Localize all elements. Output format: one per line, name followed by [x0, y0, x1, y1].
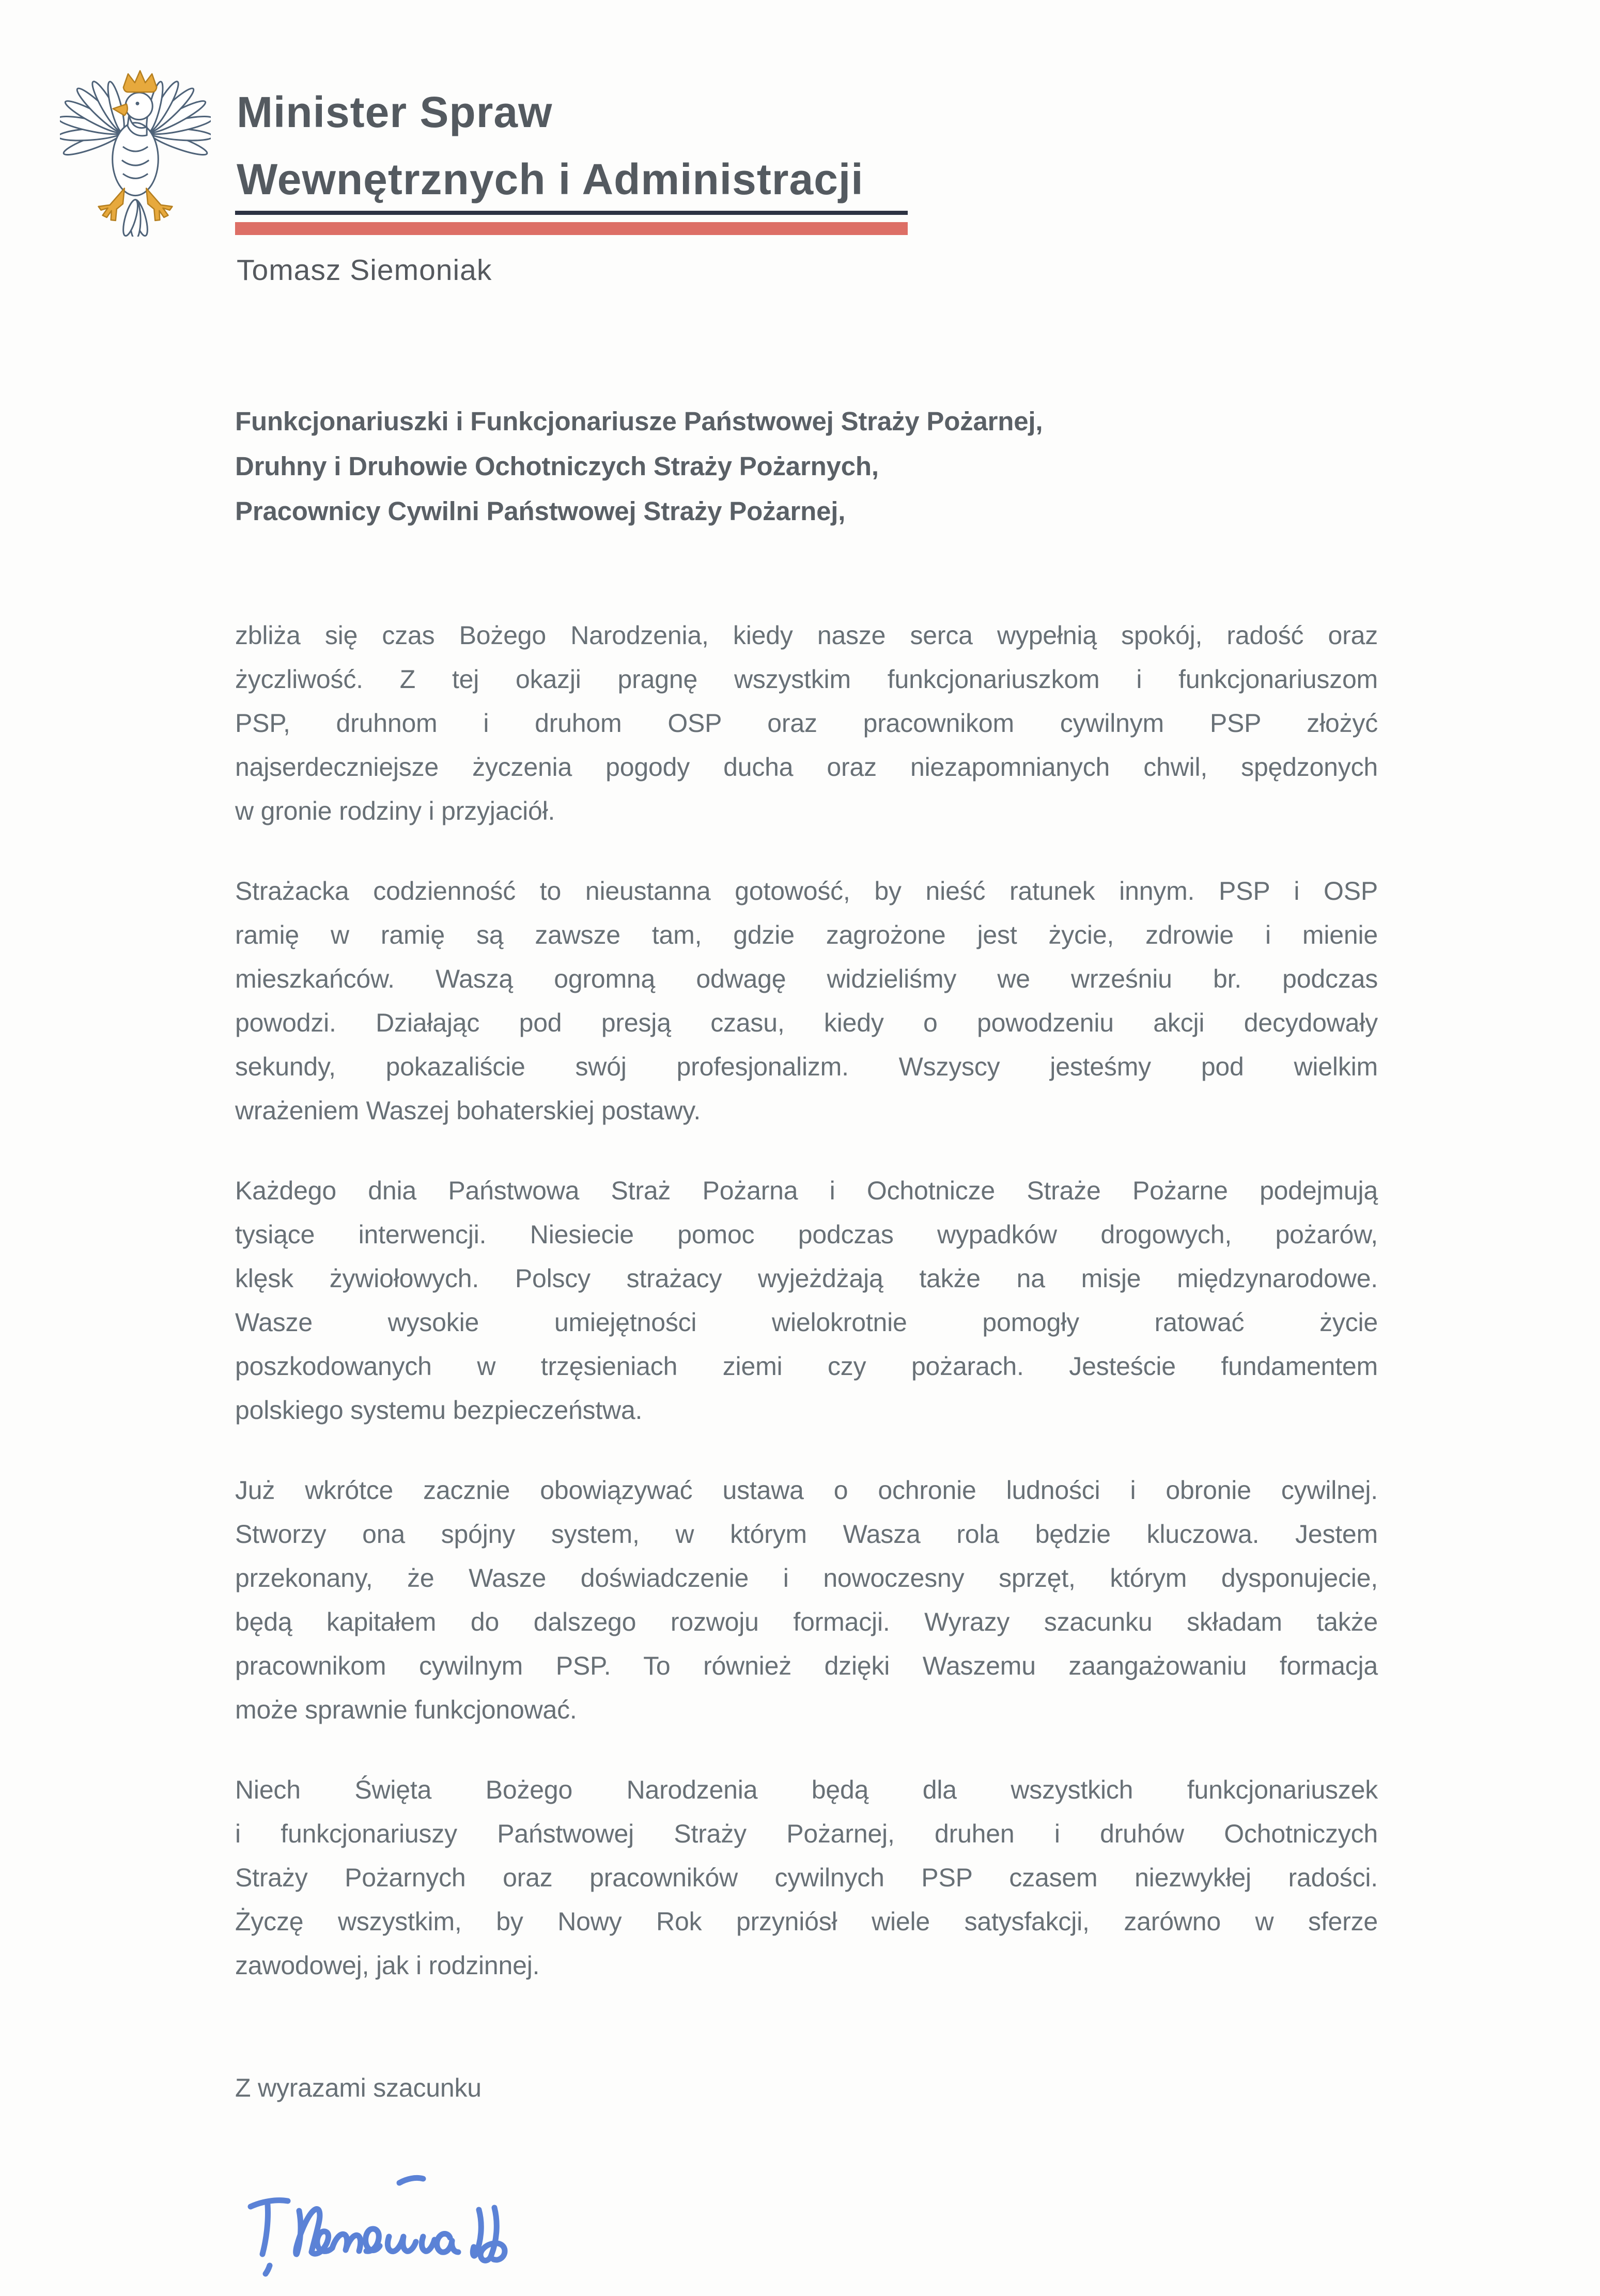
salutation-line: Druhny i Druhowie Ochotniczych Straży Pożarnych, [235, 451, 879, 481]
header-rule-dark [235, 211, 908, 215]
paragraph-line: ramię w ramię są zawsze tam, gdzie zagrożone jest życie, zdrowie i mienie [235, 920, 1378, 949]
polish-eagle-emblem [60, 64, 211, 237]
ministry-title-line1: Minister Spraw [237, 88, 553, 136]
salutation-line: Pracownicy Cywilni Państwowej Straży Pożarnej, [235, 496, 846, 526]
paragraph-line: klęsk żywiołowych. Polscy strażacy wyjeżdżają także na misje międzynarodowe. [235, 1264, 1378, 1293]
paragraph-line: sekundy, pokazaliście swój profesjonalizm. Wszyscy jesteśmy pod wielkim [235, 1052, 1378, 1081]
ministry-title-line2: Wewnętrznych i Administracji [237, 155, 864, 204]
paragraph-line: Wasze wysokie umiejętności wielokrotnie pomogły ratować życie [235, 1308, 1378, 1337]
salutation [235, 399, 1378, 534]
paragraph-2 [235, 869, 1378, 1133]
salutation-line: Funkcjonariuszki i Funkcjonariusze Państwowej Straży Pożarnej, [235, 407, 1043, 436]
paragraph-line: tysiące interwencji. Niesiecie pomoc podczas wypadków drogowych, pożarów, [235, 1220, 1378, 1249]
paragraph-line: wrażeniem Waszej bohaterskiej postawy. [235, 1096, 701, 1125]
paragraph-line: Strażacka codzienność to nieustanna gotowość, by nieść ratunek innym. PSP i OSP [235, 877, 1378, 905]
paragraph-line: Straży Pożarnych oraz pracowników cywilnych PSP czasem niezwykłej radości. [235, 1863, 1378, 1892]
paragraph-line: przekonany, że Wasze doświadczenie i nowoczesny sprzęt, którym dysponujecie, [235, 1564, 1378, 1592]
paragraph-line: poszkodowanych w trzęsieniach ziemi czy pożarach. Jesteście fundamentem [235, 1352, 1378, 1381]
ministry-title [237, 79, 864, 213]
paragraph-line: Niech Święta Bożego Narodzenia będą dla wszystkich funkcjonariuszek [235, 1775, 1378, 1804]
paragraph-line: powodzi. Działając pod presją czasu, kiedy o powodzeniu akcji decydowały [235, 1008, 1378, 1037]
paragraph-1 [235, 614, 1378, 833]
paragraph-line: zbliża się czas Bożego Narodzenia, kiedy nasze serca wypełnią spokój, radość oraz [235, 621, 1378, 650]
paragraph-line: pracownikom cywilnym PSP. To również dzięki Waszemu zaangażowaniu formacja [235, 1651, 1378, 1680]
paragraph-line: mieszkańców. Waszą ogromną odwagę widzieliśmy we wrześniu br. podczas [235, 964, 1378, 993]
paragraph-line: zawodowej, jak i rodzinnej. [235, 1951, 540, 1980]
paragraph-line: w gronie rodziny i przyjaciół. [235, 796, 555, 825]
paragraph-3 [235, 1169, 1378, 1432]
paragraph-line: Stworzy ona spójny system, w którym Wasza rola będzie kluczowa. Jestem [235, 1520, 1378, 1549]
letter-body [235, 399, 1378, 2282]
header-rule-red [235, 222, 908, 235]
paragraph-line: PSP, druhnom i druhom OSP oraz pracownikom cywilnym PSP złożyć [235, 709, 1378, 738]
closing-phrase: Z wyrazami szacunku [235, 2073, 481, 2102]
paragraph-5 [235, 1768, 1378, 1988]
eagle-svg [60, 64, 211, 237]
paragraph-line: i funkcjonariuszy Państwowej Straży Pożarnej, druhen i druhów Ochotniczych [235, 1819, 1378, 1848]
paragraph-line: będą kapitałem do dalszego rozwoju formacji. Wyrazy szacunku składam także [235, 1607, 1378, 1636]
paragraph-line: najserdeczniejsze życzenia pogody ducha oraz niezapomnianych chwil, spędzonych [235, 753, 1378, 782]
handwritten-signature [235, 2159, 603, 2282]
paragraph-4 [235, 1469, 1378, 1732]
paragraph-line: Każdego dnia Państwowa Straż Pożarna i Ochotnicze Straże Pożarne podejmują [235, 1176, 1378, 1205]
paragraph-line: Już wkrótce zacznie obowiązywać ustawa o ochronie ludności i obronie cywilnej. [235, 1476, 1378, 1505]
paragraph-line: życzliwość. Z tej okazji pragnę wszystkim funkcjonariuszkom i funkcjonariuszom [235, 665, 1378, 694]
paragraph-line: polskiego systemu bezpieczeństwa. [235, 1396, 643, 1425]
paragraph-line: Życzę wszystkim, by Nowy Rok przyniósł wiele satysfakcji, zarówno w sferze [235, 1907, 1378, 1936]
paragraph-line: może sprawnie funkcjonować. [235, 1695, 577, 1724]
minister-name: Tomasz Siemoniak [237, 254, 492, 287]
